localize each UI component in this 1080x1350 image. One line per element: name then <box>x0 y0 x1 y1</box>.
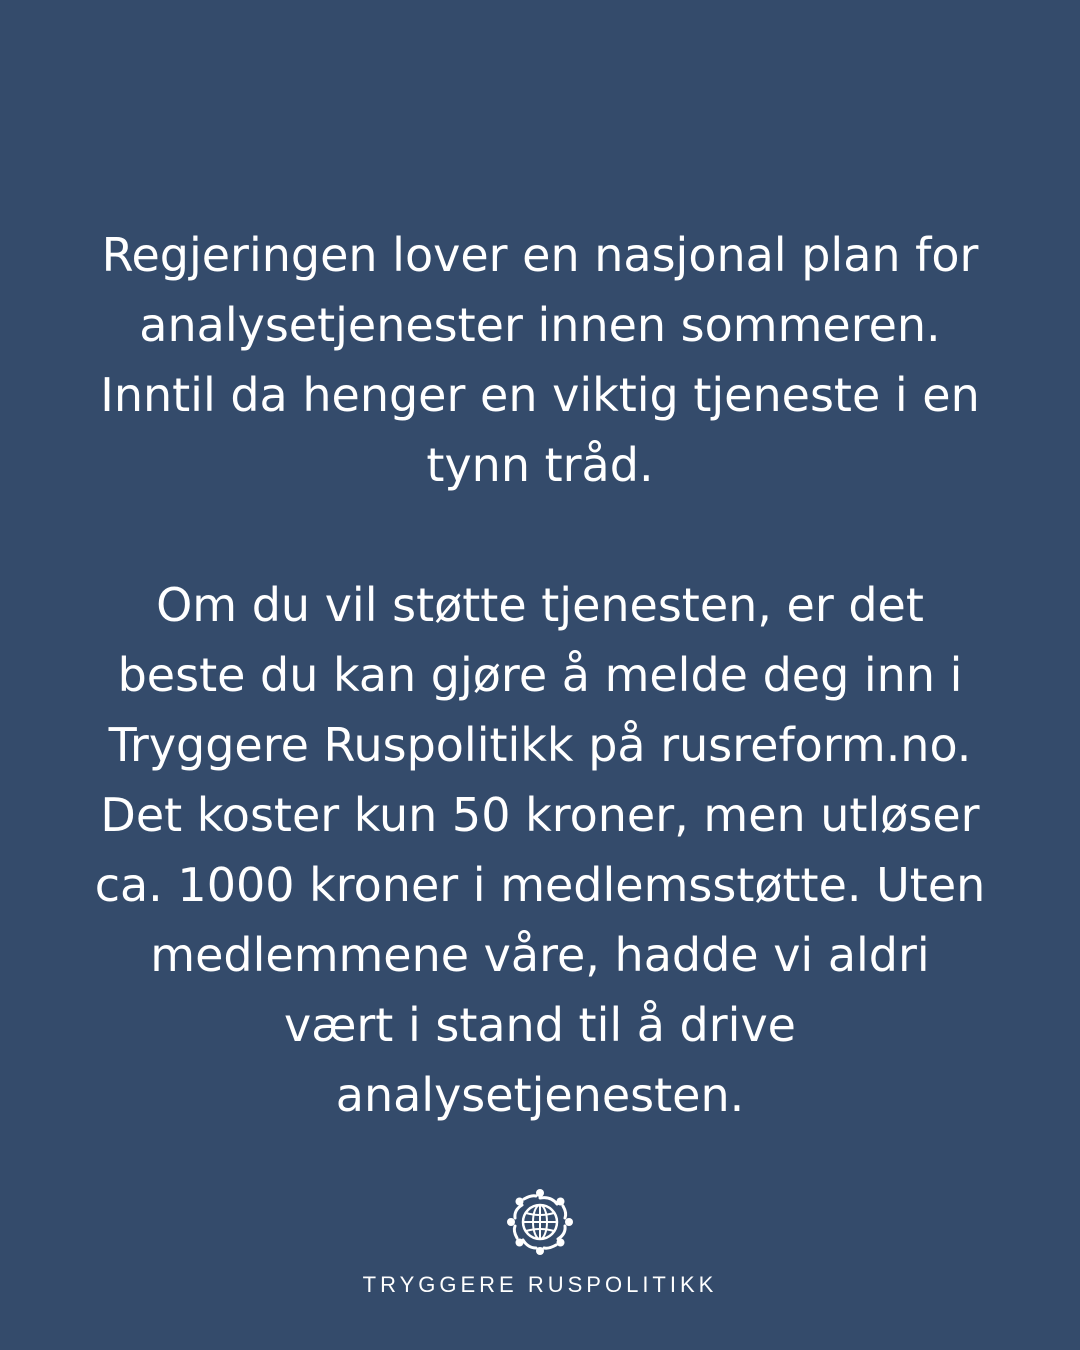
post-paragraph-1: Regjeringen lover en nasjonal plan for analysetjenester innen sommeren. Inntil da henger en viktig tjeneste i en tynn tråd. <box>100 228 980 492</box>
brand-name: TRYGGERE RUSPOLITIKK <box>362 1272 718 1297</box>
post-paragraph-2: Om du vil støtte tjenesten, er det beste du kan gjøre å melde deg inn i Tryggere Ruspolitikk på rusreform.no. Det koster kun 50 kroner, men utløser ca. 1000 kroner i medlemsstøtte. Uten medlemmene våre, hadde vi aldri vært i stand til å drive analysetjenesten. <box>94 578 986 1122</box>
globe-people-icon <box>505 1187 575 1257</box>
